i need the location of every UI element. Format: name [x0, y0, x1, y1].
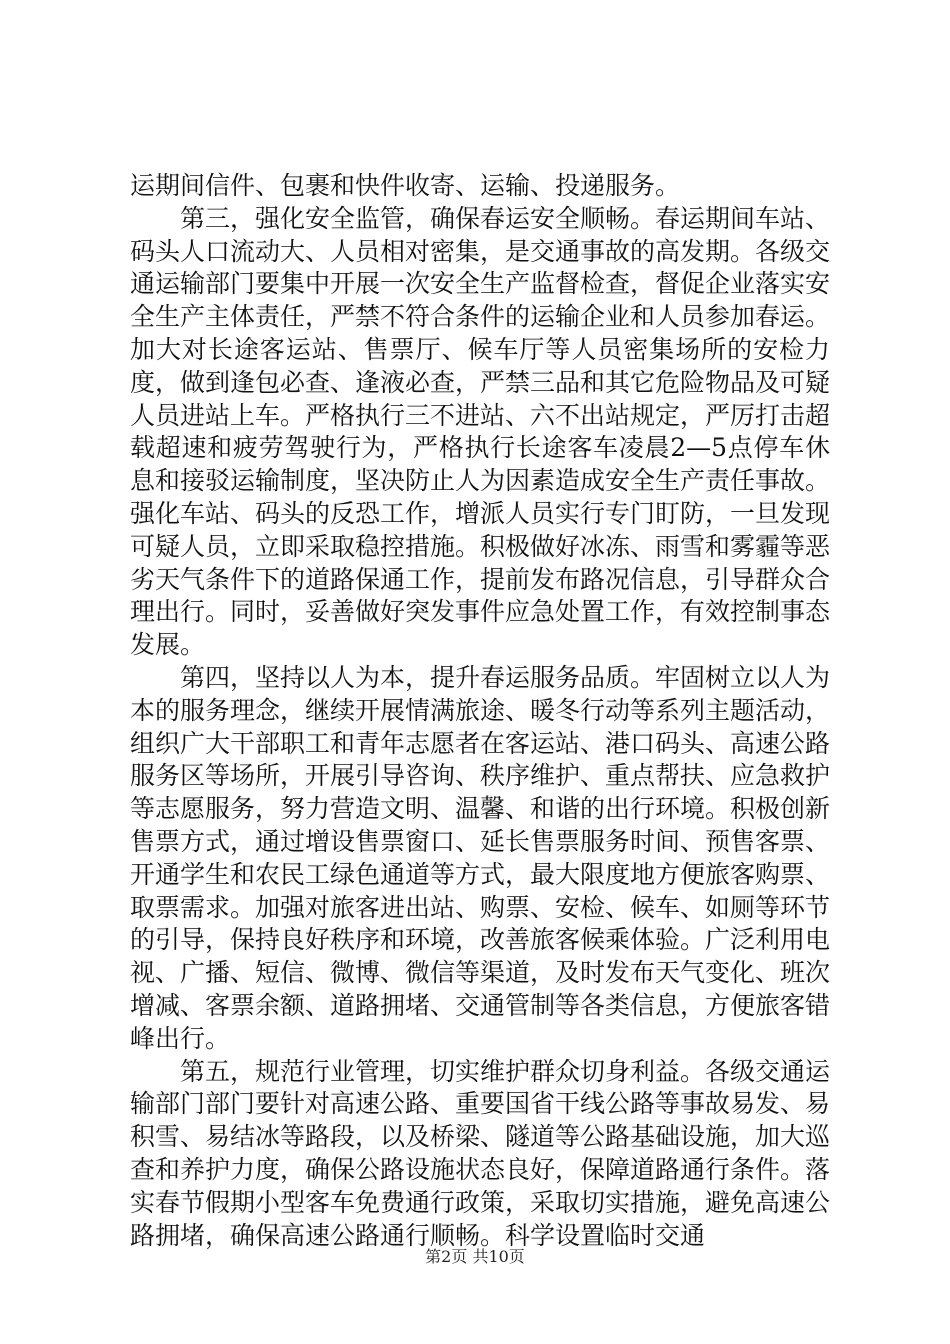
- paragraph-safety-supervision: 第三，强化安全监管，确保春运安全顺畅。春运期间车站、码头人口流动大、人员相对密集，是交通事故的高发期。各级交通运输部门要集中开展一次安全生产监督检查，督促企业落实安全生产主体责任，严禁不符合条件的运输企业和人员参加春运。加大对长途客运站、售票厅、候车厅等人员密集场所的安检力度，做到逢包必查、逢液必查，严禁三品和其它危险物品及可疑人员进站上车。严格执行三不进站、六不出站规定，严厉打击超载超速和疲劳驾驶行为，严格执行长途客车凌晨2—5点停车休息和接驳运输制度，坚决防止人为因素造成安全生产责任事故。强化车站、码头的反恐工作，增派人员实行专门盯防，一旦发现可疑人员，立即采取稳控措施。积极做好冰冻、雨雪和雾霾等恶劣天气条件下的道路保通工作，提前发布路况信息，引导群众合理出行。同时，妥善做好突发事件应急处置工作，有效控制事态发展。: [130, 203, 831, 660]
- document-body: [130, 170, 830, 1252]
- page-number-footer: 第2页 共10页: [425, 1247, 525, 1266]
- paragraph-continuation: 运期间信件、包裹和快件收寄、运输、投递服务。: [130, 171, 681, 200]
- paragraph-industry-management: 第五，规范行业管理，切实维护群众切身利益。各级交通运输部门部门要针对高速公路、重要国省干线公路等事故易发、易积雪、易结冰等路段，以及桥梁、隧道等公路基础设施，加大巡查和养护力度，确保公路设施状态良好，保障道路通行条件。落实春节假期小型客车免费通行政策，采取切实措施，避免高速公路拥堵，确保高速公路通行顺畅。科学设置临时交通: [130, 1056, 831, 1250]
- paragraph-service-quality: 第四，坚持以人为本，提升春运服务品质。牢固树立以人为本的服务理念，继续开展情满旅途、暖冬行动等系列主题活动，组织广大干部职工和青年志愿者在客运站、港口码头、高速公路服务区等场所，开展引导咨询、秩序维护、重点帮扶、应急救护等志愿服务，努力营造文明、温馨、和谐的出行环境。积极创新售票方式，通过增设售票窗口、延长售票服务时间、预售客票、开通学生和农民工绿色通道等方式，最大限度地方便旅客购票、取票需求。加强对旅客进出站、购票、安检、候车、如厕等环节的引导，保持良好秩序和环境，改善旅客候乘体验。广泛利用电视、广播、短信、微博、微信等渠道，及时发布天气变化、班次增减、客票余额、道路拥堵、交通管制等各类信息，方便旅客错峰出行。: [130, 662, 831, 1053]
